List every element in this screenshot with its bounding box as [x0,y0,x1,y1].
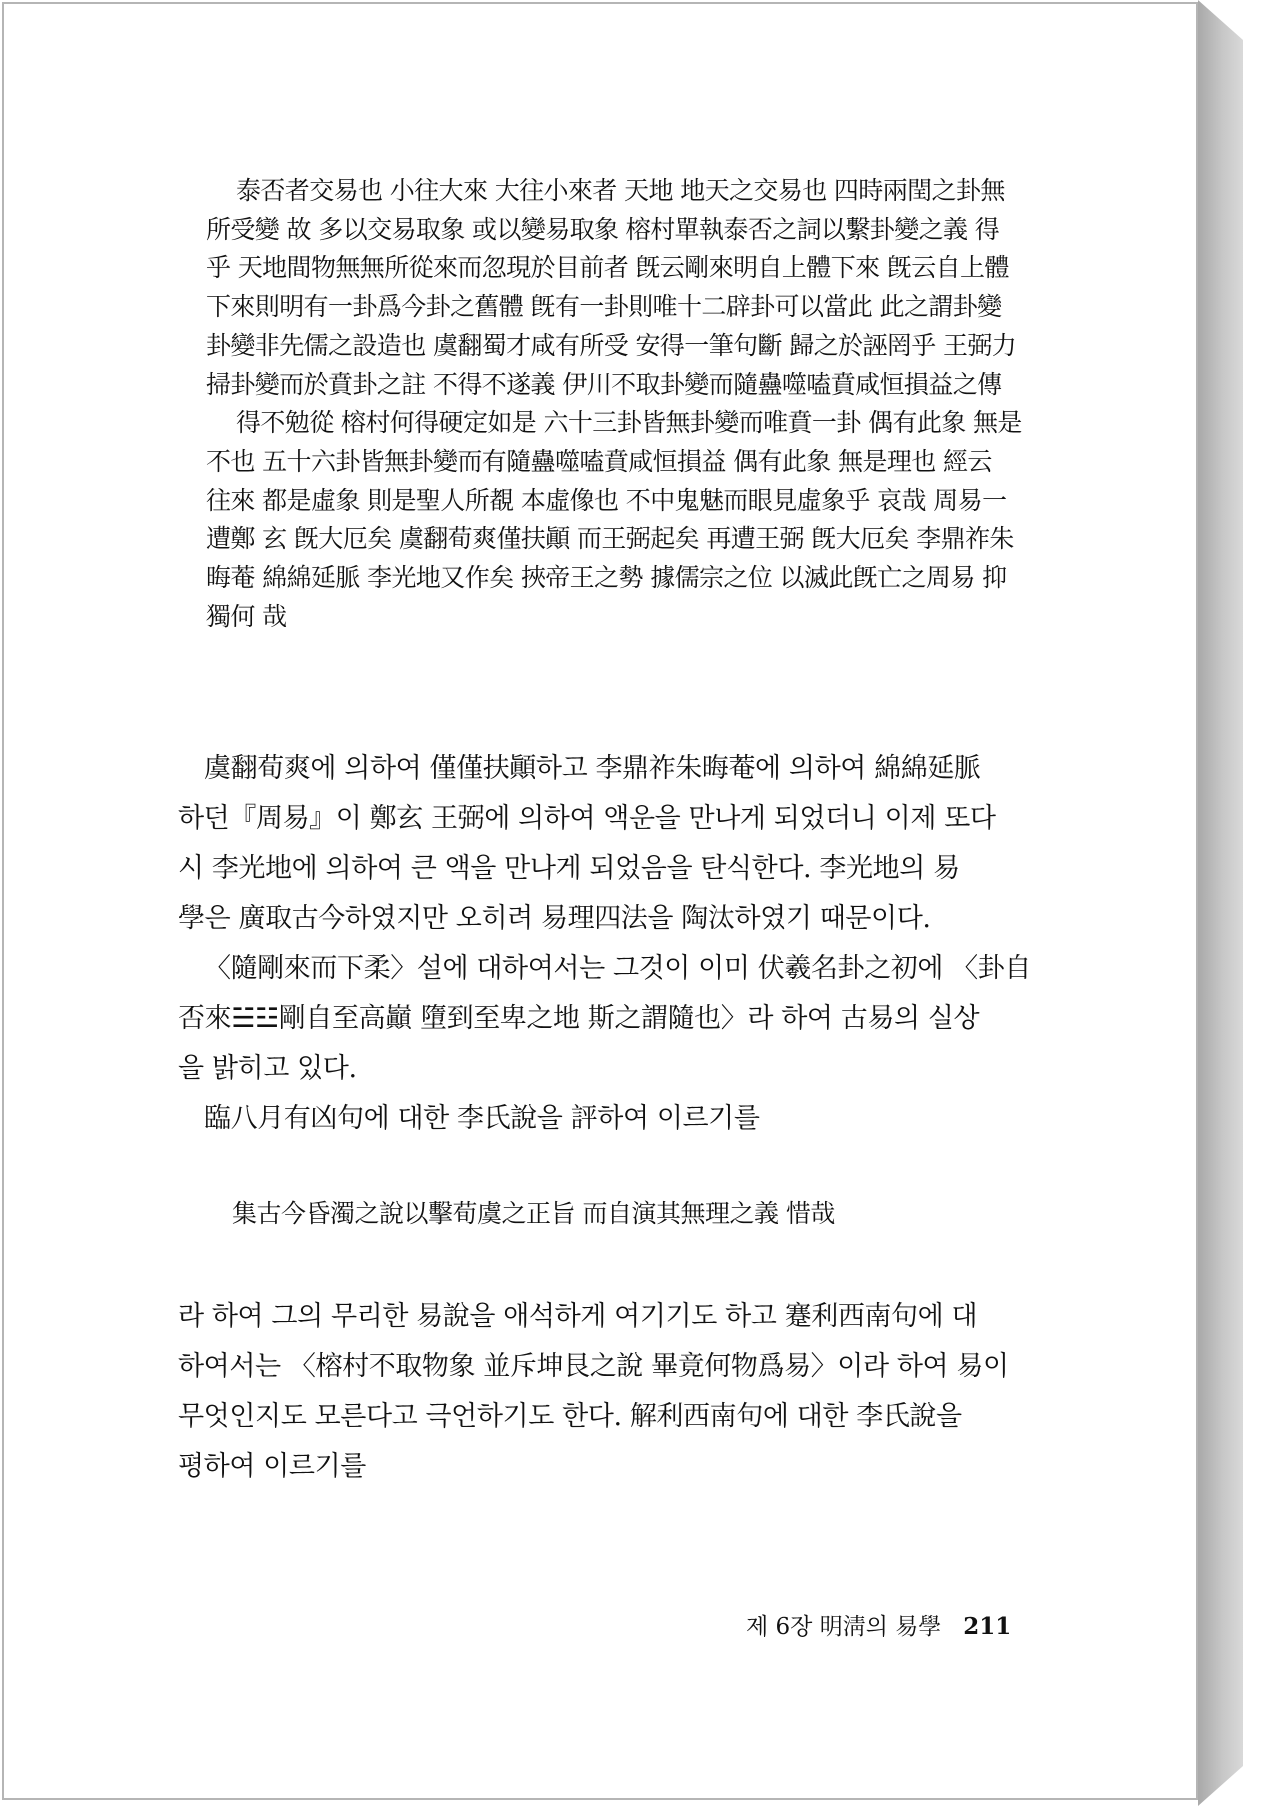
classical-quotation-block [206,172,1022,636]
quote-line: 晦菴 綿綿延脈 李光地又作矣 挾帝王之勢 據儒宗之位 以滅此旣亡之周易 抑 [206,563,1007,593]
body-line: 臨八月有凶句에 대한 李氏說을 評하여 이르기를 [204,1103,760,1134]
classical-quotation-2: 集古今昏濁之說以擊荀虞之正旨 而自演其無理之義 惜哉 [232,1199,835,1228]
body-line: 〈隨剛來而下柔〉설에 대하여서는 그것이 이미 伏羲名卦之初에 〈卦自 [204,953,1031,984]
book-page [2,2,1198,1800]
quote-line: 獨何 哉 [206,601,287,631]
body-line: 라 하여 그의 무리한 易說을 애석하게 여기기도 하고 蹇利西南句에 대 [178,1301,978,1332]
quote-line: 下來則明有一卦爲今卦之舊體 旣有一卦則唯十二辟卦可以當此 此之謂卦變 [206,292,1002,322]
body-line: 學은 廣取古今하였지만 오히려 易理四法을 陶汰하였기 때문이다. [178,903,931,934]
page-content [4,4,1200,1802]
quote-line: 乎 天地間物無無所從來而忽現於目前者 旣云剛來明自上體下來 旣云自上體 [206,253,1009,283]
chapter-title: 제 6장 明淸의 易學 [746,1614,942,1640]
quote-line: 遭鄭 玄 旣大厄矣 虞翻荀爽僅扶顚 而王弼起矣 再遭王弼 旣大厄矣 李鼎祚朱 [206,524,1014,554]
body-line: 하여서는 〈榕村不取物象 並斥坤艮之說 畢竟何物爲易〉이라 하여 易이 [178,1351,1009,1382]
quote-line: 所受變 故 多以交易取象 或以變易取象 榕村單執泰否之詞以繫卦變之義 得 [206,214,1000,244]
quote-line: 泰否者交易也 小往大來 大往小來者 天地 地天之交易也 四時兩閏之卦無 [236,176,1005,205]
body-line: 을 밝히고 있다. [178,1053,357,1084]
body-line: 시 李光地에 의하여 큰 액을 만나게 되었음을 탄식한다. 李光地의 易 [178,853,960,884]
body-paragraph-1 [178,744,1031,1144]
quote-line: 卦變非先儒之設造也 虞翻蜀才咸有所受 安得一筆句斷 歸之於誣罔乎 王弼力 [206,330,1017,360]
quote-line: 得不勉從 榕村何得硬定如是 六十三卦皆無卦變而唯賁一卦 偶有此象 無是 [236,408,1022,438]
quote-line: 掃卦變而於賁卦之註 不得不遂義 伊川不取卦變而隨蠱噬嗑賁咸恒損益之傳 [206,369,1002,399]
body-line: 虞翻荀爽에 의하여 僅僅扶顚하고 李鼎祚朱晦菴에 의하여 綿綿延脈 [204,753,981,784]
body-line: 否來☱☳剛自至高巓 墮到至卑之地 斯之謂隨也〉라 하여 古易의 실상 [178,1003,980,1034]
body-paragraph-2 [178,1292,1009,1492]
running-footer [746,1608,1011,1641]
page-number: 211 [963,1613,1012,1640]
body-line: 평하여 이르기를 [178,1451,366,1482]
page-stack-edge [1198,0,1243,1806]
quote-line: 不也 五十六卦皆無卦變而有隨蠱噬嗑賁咸恒損益 偶有此象 無是理也 經云 [206,446,992,476]
body-line: 하던『周易』이 鄭玄 王弼에 의하여 액운을 만나게 되었더니 이제 또다 [178,803,996,834]
quote-line: 往來 都是虛象 則是聖人所覩 本虛像也 不中鬼魅而眼見虛象乎 哀哉 周易一 [206,485,1007,515]
body-line: 무엇인지도 모른다고 극언하기도 한다. 解利西南句에 대한 李氏說을 [178,1401,962,1432]
